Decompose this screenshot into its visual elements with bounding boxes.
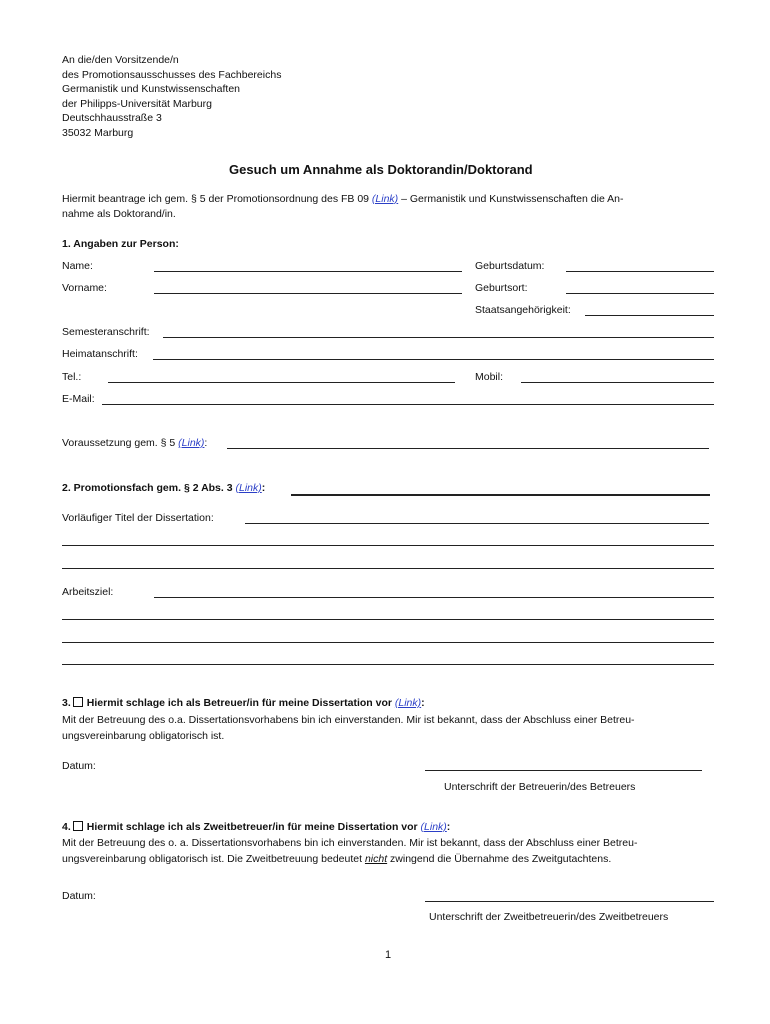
section3-number: 3. [62, 697, 71, 709]
geburtsdatum-field[interactable] [566, 271, 714, 272]
betreuer-checkbox[interactable] [73, 697, 83, 707]
section4-text-line1: Mit der Betreuung des o. a. Dissertationsvorhabens bin ich einverstanden. Mir ist bekannt, dass der Abschluss einer Betreu- [62, 837, 638, 849]
tel-field[interactable] [108, 382, 455, 383]
section3-colon: : [421, 697, 425, 709]
voraussetzung-link[interactable]: (Link) [178, 437, 205, 449]
dissertation-title-label: Vorläufiger Titel der Dissertation: [62, 512, 214, 524]
promotionsfach-field[interactable] [291, 494, 710, 496]
geburtsort-label: Geburtsort: [475, 282, 528, 294]
geburtsort-field[interactable] [566, 293, 714, 294]
intro-link[interactable]: (Link) [371, 193, 399, 205]
document-title: Gesuch um Annahme als Doktorandin/Doktorand [229, 162, 533, 177]
section2-heading [62, 482, 265, 494]
arbeitsziel-field-line3[interactable] [62, 642, 714, 643]
zweitbetreuer-signature-caption: Unterschrift der Zweitbetreuerin/des Zweitbetreuers [429, 911, 669, 923]
semesteranschrift-field[interactable] [163, 337, 714, 338]
address-line: 35032 Marburg [62, 126, 134, 139]
dissertation-title-field-line3[interactable] [62, 568, 714, 569]
section4-emphasis: nicht [364, 853, 388, 865]
section1-heading: 1. Angaben zur Person: [62, 238, 179, 250]
heimatanschrift-label: Heimatanschrift: [62, 348, 138, 360]
arbeitsziel-field-line4[interactable] [62, 664, 714, 665]
section4-number: 4. [62, 821, 71, 833]
intro-text [62, 193, 623, 205]
page-number: 1 [385, 949, 392, 961]
section2-heading-text: 2. Promotionsfach gem. § 2 Abs. 3 [62, 482, 236, 494]
section3-link[interactable]: (Link) [394, 697, 422, 709]
section4-datum-label: Datum: [62, 890, 96, 902]
section2-link[interactable]: (Link) [235, 482, 262, 494]
section4-heading [62, 821, 450, 833]
voraussetzung-field[interactable] [227, 448, 709, 449]
heimatanschrift-field[interactable] [153, 359, 714, 360]
section4-link[interactable]: (Link) [420, 821, 447, 833]
address-line: Deutschhausstraße 3 [62, 112, 162, 125]
email-field[interactable] [102, 404, 714, 405]
address-line: An die/den Vorsitzende/n [62, 54, 179, 66]
section4-text2a: ungsvereinbarung obligatorisch ist. Die Zweitbetreuung bedeutet [62, 853, 365, 865]
dissertation-title-field-line2[interactable] [62, 545, 714, 546]
intro-line2: nahme als Doktorand/in. [62, 208, 176, 220]
arbeitsziel-field-line2[interactable] [62, 619, 714, 620]
mobil-label: Mobil: [475, 371, 504, 383]
staatsangehoerigkeit-field[interactable] [585, 315, 714, 316]
section3-heading-text: Hiermit schlage ich als Betreuer/in für meine Dissertation vor [86, 697, 395, 709]
voraussetzung-text: Voraussetzung gem. § 5 [62, 437, 179, 449]
recipient-address [62, 53, 281, 141]
address-line: Germanistik und Kunstwissenschaften [62, 83, 241, 96]
name-field[interactable] [154, 271, 462, 272]
section4-heading-text: Hiermit schlage ich als Zweitbetreuer/in für meine Dissertation vor [86, 821, 421, 833]
zweitbetreuer-checkbox[interactable] [73, 821, 83, 831]
section4-text2b: zwingend die Übernahme des Zweitgutachtens. [387, 853, 612, 865]
intro-part2: – Germanistik und Kunstwissenschaften die An- [398, 193, 624, 205]
mobil-field[interactable] [521, 382, 714, 383]
voraussetzung-colon: : [204, 437, 208, 449]
vorname-field[interactable] [154, 293, 462, 294]
section3-text-line1: Mit der Betreuung des o.a. Dissertationsvorhabens bin ich einverstanden. Mir ist bekannt, dass der Abschluss einer Betreu- [62, 714, 635, 726]
staatsangehoerigkeit-label: Staatsangehörigkeit: [475, 304, 571, 316]
betreuer-signature-field[interactable] [425, 770, 702, 771]
email-label: E-Mail: [62, 393, 95, 405]
geburtsdatum-label: Geburtsdatum: [475, 260, 545, 272]
intro-part1: Hiermit beantrage ich gem. § 5 der Promotionsordnung des FB 09 [62, 193, 372, 205]
zweitbetreuer-signature-field[interactable] [425, 901, 714, 902]
address-line: der Philipps-Universität Marburg [62, 97, 212, 110]
arbeitsziel-field[interactable] [154, 597, 714, 598]
dissertation-title-field[interactable] [245, 523, 709, 524]
section4-colon: : [446, 821, 451, 833]
section3-datum-label: Datum: [62, 760, 96, 772]
tel-label: Tel.: [62, 371, 82, 383]
section4-text-line2 [62, 853, 611, 865]
arbeitsziel-label: Arbeitsziel: [62, 586, 114, 598]
vorname-label: Vorname: [62, 282, 107, 294]
voraussetzung-label [62, 437, 207, 449]
section3-heading [62, 697, 425, 709]
section3-text-line2: ungsvereinbarung obligatorisch ist. [62, 730, 225, 742]
name-label: Name: [62, 260, 93, 272]
section2-colon: : [261, 482, 266, 494]
betreuer-signature-caption: Unterschrift der Betreuerin/des Betreuers [444, 781, 636, 793]
address-line: des Promotionsausschusses des Fachbereichs [62, 68, 282, 81]
semesteranschrift-label: Semesteranschrift: [62, 326, 150, 338]
